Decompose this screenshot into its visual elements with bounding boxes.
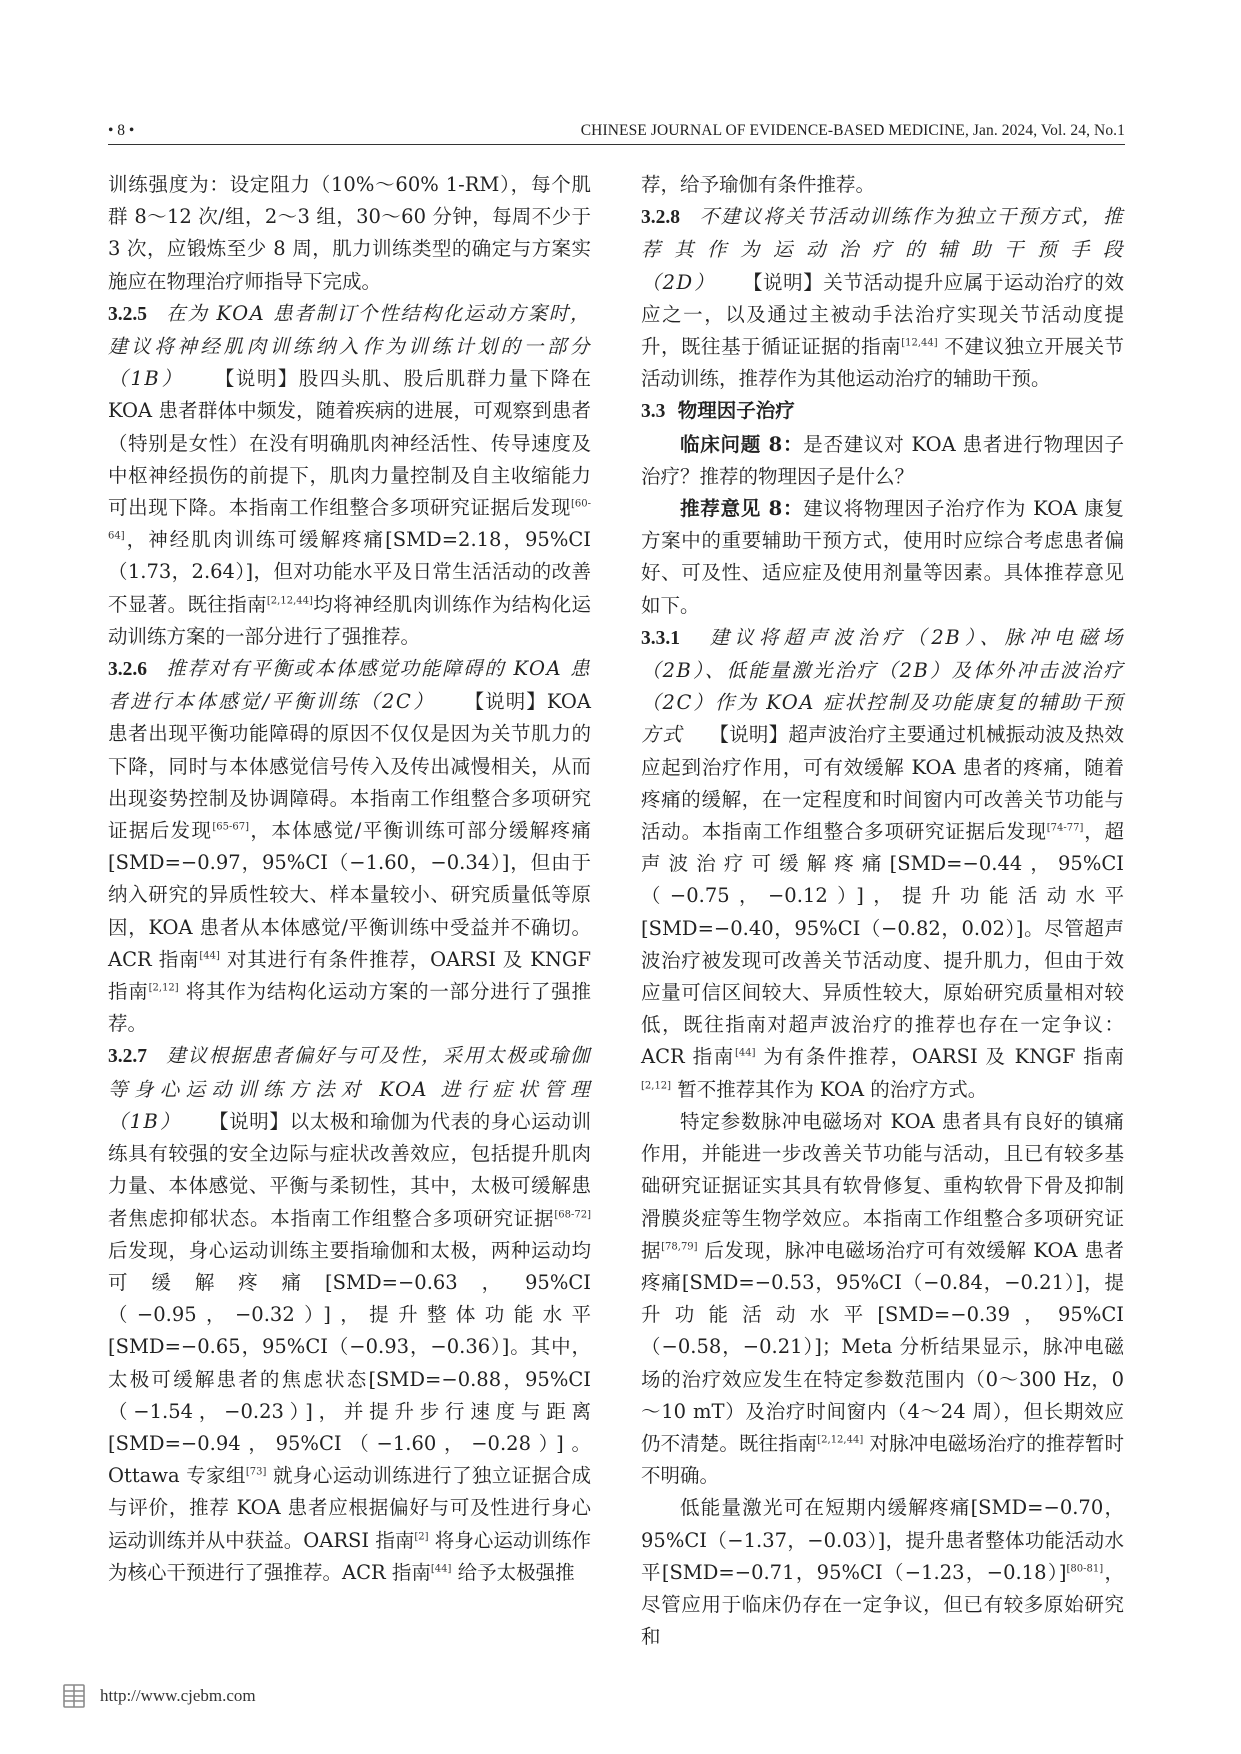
citation-ref[interactable]: [2,12] [641, 1080, 672, 1092]
journal-url-link[interactable]: http://www.cjebm.com [100, 1686, 256, 1705]
recommendation-label: 推荐意见 8： [680, 497, 804, 521]
left-column [108, 169, 591, 1589]
paragraph-laser: 低能量激光可在短期内缓解疼痛[SMD=−0.70，95%CI（−1.37，−0.03）]，提升患者整体功能活动水平[SMD=−0.71，95%CI（−1.23，−0.18）][80-81]，尽管应用于临床仍存在一定争议，但已有较多原始研究和 [641, 1496, 1124, 1649]
note-tag: 【说明】 [209, 1109, 290, 1133]
section-title: 推荐对有平衡或本体感觉功能障碍的 KOA 患者进行本体感觉/平衡训练（2C） [108, 657, 591, 714]
citation-ref[interactable]: [80-81] [1066, 1563, 1104, 1575]
section-3-2-6: 3.2.6 推荐对有平衡或本体感觉功能障碍的 KOA 患者进行本体感觉/平衡训练（2C） 【说明】KOA 患者出现平衡功能障碍的原因不仅仅是因为关节肌力的下降，同时与本体感觉信号传入及传出减慢相关，从而出现姿势控制及协调障碍。本指南工作组整合多项研究证据后发现[65-67]，本体感觉/平衡训练可部分缓解疼痛[SMD=−0.97，95%CI（−1.60，−0.34）]，但由于纳入研究的异质性较大、样本量较小、研究质量低等原因，KOA 患者从本体感觉/平衡训练中受益并不确切。ACR 指南[44] 对其进行有条件推荐，OARSI 及 KNGF 指南[2,12] 将其作为结构化运动方案的一部分进行了强推荐。 [108, 657, 591, 1036]
section-number: 3.2.8 [641, 207, 680, 229]
citation-ref[interactable]: [2] [414, 1531, 429, 1543]
citation-ref[interactable]: [44] [735, 1047, 756, 1059]
citation-ref[interactable]: [65-67] [212, 821, 250, 833]
note-tag: 【说明】 [464, 690, 547, 714]
note-tag: 【说明】 [214, 367, 299, 391]
paragraph-continuation: 荐，给予瑜伽有条件推荐。 [641, 173, 876, 196]
citation-ref[interactable]: [68-72] [554, 1209, 591, 1220]
paragraph-pemf: 特定参数脉冲电磁场对 KOA 患者具有良好的镇痛作用，并能进一步改善关节功能与活动，且已有较多基础研究证据证实其具有软骨修复、重构软骨下骨及抑制滑膜炎症等生物学效应。本指南工作组整合多项研究证据[78,79] 后发现，脉冲电磁场治疗可有效缓解 KOA 患者疼痛[SMD=−0.53，95%CI（−0.84，−0.21）]，提升功能活动水平[SMD=−0.39，95%CI（−0.58，−0.21）]；Meta 分析结果显示，脉冲电磁场的治疗效应发生在特定参数范围内（0～300 Hz，0～10 mT）及治疗时间窗内（4～24 周），但长期效应仍不清楚。既往指南[2,12,44] 对脉冲电磁场治疗的推荐暂时不明确。 [641, 1109, 1124, 1488]
section-number: 3.3.1 [641, 627, 680, 649]
section-number: 3.2.5 [108, 303, 147, 325]
section-3-2-8: 3.2.8 不建议将关节活动训练作为独立干预方式，推荐其作为运动治疗的辅助干预手段（2D） 【说明】关节活动提升应属于运动治疗的效应之一，以及通过主被动手法治疗实现关节活动度提升，既往基于循证证据的指南[12,44] 不建议独立开展关节活动训练，推荐作为其他运动治疗的辅助干预。 [641, 205, 1124, 391]
journal-citation: CHINESE JOURNAL OF EVIDENCE-BASED MEDICINE, Jan. 2024, Vol. 24, No.1 [580, 122, 1125, 139]
note-tag: 【说明】 [742, 270, 824, 294]
section-title: 不建议将关节活动训练作为独立干预方式，推荐其作为运动治疗的辅助干预手段（2D） [641, 205, 1124, 294]
header-divider [108, 144, 1125, 145]
section-number: 3.2.6 [108, 659, 147, 681]
journal-logo-icon [62, 1683, 86, 1709]
section-title: 建议根据患者偏好与可及性，采用太极或瑜伽等身心运动训练方法对 KOA 进行症状管理（1B） [108, 1044, 591, 1133]
section-3-2-7: 3.2.7 建议根据患者偏好与可及性，采用太极或瑜伽等身心运动训练方法对 KOA 进行症状管理（1B） 【说明】以太极和瑜伽为代表的身心运动训练具有较强的安全边际与症状改善效应，包括提升肌肉力量、本体感觉、平衡与柔韧性，其中，太极可缓解患者焦虑抑郁状态。本指南工作组整合多项研究证据[68-72] 后发现，身心运动训练主要指瑜伽和太极，两种运动均可缓解疼痛[SMD=−0.63，95%CI（−0.95，−0.32）]，提升整体功能水平[SMD=−0.65，95%CI（−0.93，−0.36）]。其中，太极可缓解患者的焦虑状态[SMD=−0.88，95%CI（−1.54，−0.23）]，并提升步行速度与距离[SMD=−0.94，95%CI（−1.60，−0.28）]。Ottawa 专家组[73] 就身心运动训练进行了独立证据合成与评价，推荐 KOA 患者应根据偏好与可及性进行身心运动训练并从中获益。OARSI 指南[2] 将身心运动训练作为核心干预进行了强推荐。ACR 指南[44] 给予太极强推 [108, 1044, 591, 1584]
section-3-3-1: 3.3.1 建议将超声波治疗（2B）、脉冲电磁场（2B）、低能量激光治疗（2B）及体外冲击波治疗（2C）作为 KOA 症状控制及功能康复的辅助干预方式 【说明】超声波治疗主要通过机械振动波及热效应起到治疗作用，可有效缓解 KOA 患者的疼痛，随着疼痛的缓解，在一定程度和时间窗内可改善关节功能与活动。本指南工作组整合多项研究证据后发现[74-77]，超声波治疗可缓解疼痛[SMD=−0.44，95%CI（−0.75，−0.12）]，提升功能活动水平[SMD=−0.40，95%CI（−0.82，0.02）]。尽管超声波治疗被发现可改善关节活动度、提升肌力，但由于效应量可信区间较大、异质性较大，原始研究质量相对较低，既往指南对超声波治疗的推荐也存在一定争议：ACR 指南[44] 为有条件推荐，OARSI 及 KNGF 指南[2,12] 暂不推荐其作为 KOA 的治疗方式。 [641, 625, 1124, 1101]
section-title: 建议将超声波治疗（2B）、脉冲电磁场（2B）、低能量激光治疗（2B）及体外冲击波治疗（2C）作为 KOA 症状控制及功能康复的辅助干预方式 [641, 625, 1124, 747]
citation-ref[interactable]: [2,12,44] [266, 595, 313, 607]
section-3-2-5: 3.2.5 在为 KOA 患者制订个性结构化运动方案时，建议将神经肌肉训练纳入作为训练计划的一部分（1B） 【说明】股四头肌、股后肌群力量下降在 KOA 患者群体中频发，随着疾病的进展，可观察到患者（特别是女性）在没有明确肌肉神经活性、传导速度及中枢神经损伤的前提下，肌肉力量控制及自主收缩能力可出现下降。本指南工作组整合多项研究证据后发现[60-64]，神经肌肉训练可缓解疼痛[SMD=2.18，95%CI（1.73，2.64）]，但对功能水平及日常生活活动的改善不显著。既往指南[2,12,44]均将神经肌肉训练作为结构化运动训练方案的一部分进行了强推荐。 [108, 301, 591, 648]
citation-ref[interactable]: [44] [430, 1563, 452, 1575]
question-label: 临床问题 8： [680, 432, 804, 456]
citation-ref[interactable]: [60-64] [108, 498, 591, 542]
citation-ref[interactable]: [2,12] [148, 982, 179, 994]
citation-ref[interactable]: [2,12,44] [817, 1434, 864, 1446]
citation-ref[interactable]: [73] [245, 1466, 267, 1478]
section-number: 3.2.7 [108, 1046, 147, 1068]
citation-ref[interactable]: [44] [199, 950, 220, 962]
section-number: 3.3 [641, 401, 666, 423]
section-title: 物理因子治疗 [677, 399, 795, 423]
citation-ref[interactable]: [78,79] [661, 1241, 698, 1253]
right-column [641, 169, 1124, 1653]
page-number: • 8 • [108, 122, 135, 139]
note-tag: 【说明】 [709, 723, 789, 747]
section-3-3-heading [641, 395, 1124, 428]
citation-ref[interactable]: [12,44] [901, 337, 938, 349]
citation-ref[interactable]: [74-77] [1046, 822, 1084, 834]
section-title: 在为 KOA 患者制订个性结构化运动方案时，建议将神经肌肉训练纳入作为训练计划的一部分（1B） [108, 301, 591, 391]
page-header [108, 118, 1125, 144]
clinical-question-8: 临床问题 8：是否建议对 KOA 患者进行物理因子治疗？推荐的物理因子是什么？ [641, 432, 1124, 488]
paragraph-strength-training: 训练强度为：设定阻力（10%～60% 1-RM），每个肌群 8～12 次/组，2～3 组，30～60 分钟，每周不少于 3 次，应锻炼至少 8 周，肌力训练类型的确定与方案实施应在物理治疗师指导下完成。 [108, 173, 591, 293]
recommendation-8: 推荐意见 8：建议将物理因子治疗作为 KOA 康复方案中的重要辅助干预方式，使用时应综合考虑患者偏好、可及性、适应症及使用剂量等因素。具体推荐意见如下。 [641, 497, 1124, 617]
